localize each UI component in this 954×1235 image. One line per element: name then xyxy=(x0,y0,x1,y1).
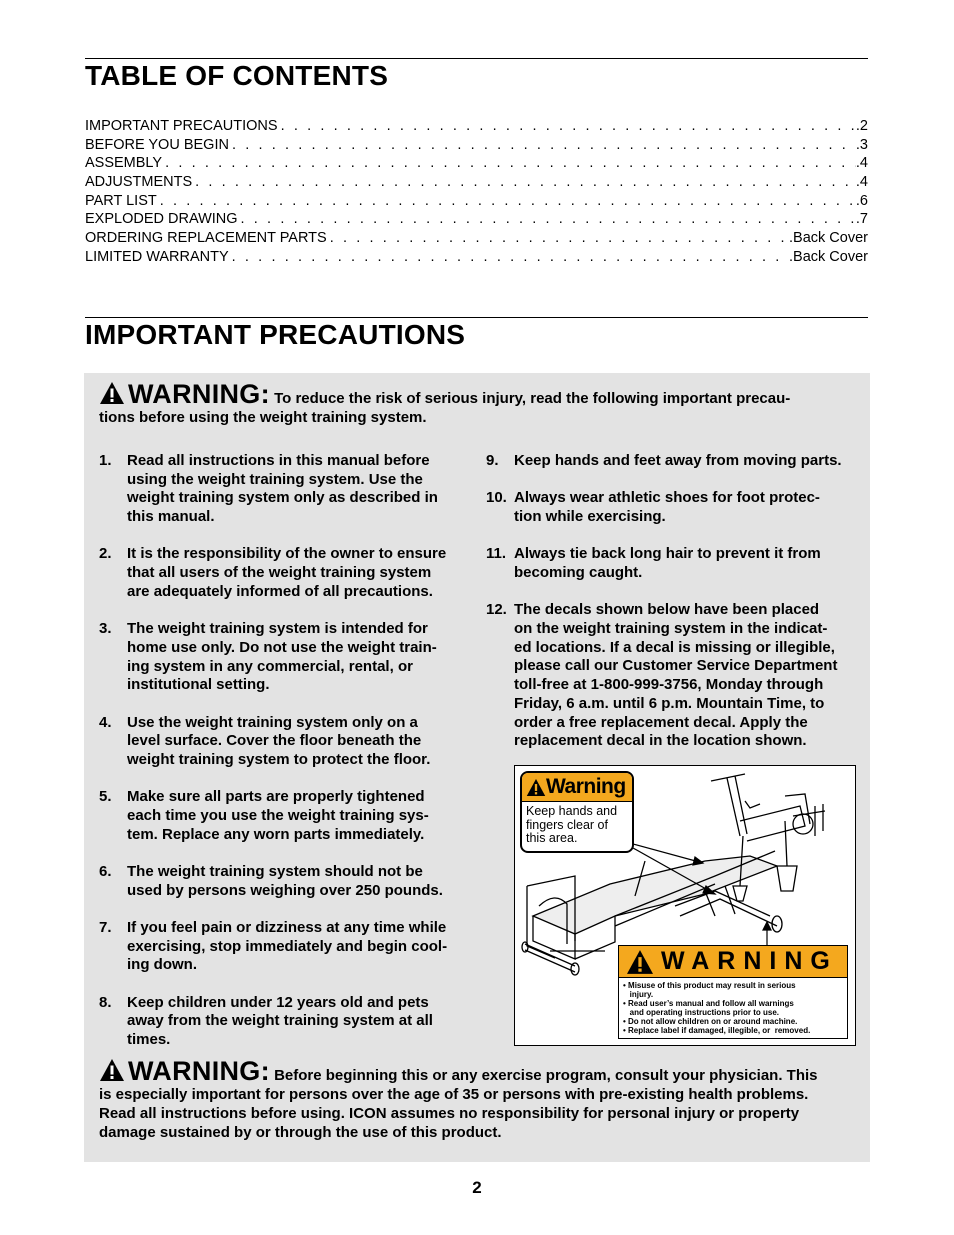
precaution-text xyxy=(514,545,861,582)
small-warning-title: Warning xyxy=(546,775,626,798)
toc-entry-label: PART LIST xyxy=(85,192,157,209)
precaution-line: replacement decal in the location shown. xyxy=(514,732,807,750)
precaution-text xyxy=(127,452,469,527)
large-warning-title: WARNING xyxy=(661,947,838,975)
precaution-number: 12. xyxy=(486,601,507,619)
large-warning-line: • Replace label if damaged, illegible, or removed. xyxy=(623,1026,811,1035)
precaution-line: Always tie back long hair to prevent it from xyxy=(514,545,821,563)
precaution-line: The weight training system is intended for xyxy=(127,620,428,638)
precaution-number: 8. xyxy=(99,993,112,1011)
precaution-item xyxy=(99,788,469,844)
warning-word: WARNING: xyxy=(128,379,270,409)
toc-entry-label: IMPORTANT PRECAUTIONS xyxy=(85,118,278,134)
precaution-line: exercising, stop immediately and begin cool- xyxy=(127,937,448,955)
precaution-line: Friday, 6 a.m. until 6 p.m. Mountain Time, to xyxy=(514,694,825,712)
toc-entry-page: .Back Cover xyxy=(789,230,868,247)
precaution-item xyxy=(99,714,469,770)
precaution-line: weight training system to protect the floor. xyxy=(127,750,431,768)
precaution-number: 2. xyxy=(99,545,112,563)
precautions-rule xyxy=(85,317,868,318)
warning-triangle-icon xyxy=(526,778,546,797)
precaution-line: this manual. xyxy=(127,508,215,526)
precaution-line: using the weight training system. Use the xyxy=(127,470,423,488)
large-warning-line: • Read user’s manual and follow all warnings xyxy=(623,999,794,1008)
toc-entry-page: .7 xyxy=(855,211,868,228)
precaution-item xyxy=(486,452,861,471)
precaution-line: each time you use the weight training sys- xyxy=(127,806,429,824)
precaution-line: ing system in any commercial, rental, or xyxy=(127,657,413,675)
precaution-text xyxy=(127,620,469,695)
toc-entry-label: ASSEMBLY xyxy=(85,155,163,172)
toc-entry xyxy=(85,174,868,193)
toc-entry xyxy=(85,137,868,156)
precaution-line: weight training system only as described in xyxy=(127,489,438,507)
precaution-number: 7. xyxy=(99,918,112,936)
precaution-line: The decals shown below have been placed xyxy=(514,601,820,619)
precaution-line: It is the responsibility of the owner to ensure xyxy=(127,545,447,563)
precautions-right-column xyxy=(486,452,861,770)
precaution-line: order a free replacement decal. Apply the xyxy=(514,713,808,731)
bottom-warning xyxy=(99,1058,859,1142)
precaution-text xyxy=(127,994,469,1050)
precaution-line: Keep hands and feet away from moving parts. xyxy=(514,452,842,469)
precaution-number: 3. xyxy=(99,620,112,638)
precaution-line: Read all instructions in this manual before xyxy=(127,452,430,469)
precaution-line: Keep children under 12 years old and pets xyxy=(127,993,429,1011)
precaution-text xyxy=(127,788,469,844)
toc-leader-dots xyxy=(157,193,856,209)
toc-leader-dots xyxy=(238,211,856,227)
precaution-item xyxy=(99,863,469,900)
toc-entry-label: EXPLODED DRAWING xyxy=(85,211,238,228)
large-warning-list xyxy=(619,978,847,1035)
page-number: 2 xyxy=(472,1178,482,1197)
toc-title: TABLE OF CONTENTS xyxy=(85,60,389,91)
warning-triangle-icon xyxy=(99,381,125,405)
precaution-line: used by persons weighing over 250 pounds. xyxy=(127,881,443,899)
precaution-text xyxy=(514,452,861,471)
small-warning-line: fingers clear of xyxy=(526,817,608,832)
toc-entry xyxy=(85,249,868,268)
precaution-text xyxy=(514,489,861,526)
large-warning-line: injury. xyxy=(623,990,654,999)
large-warning-decal xyxy=(618,945,848,1039)
precaution-line: home use only. Do not use the weight train- xyxy=(127,638,437,656)
bottom-warning-line: Read all instructions before using. ICON assumes no responsibility for personal injury or property xyxy=(99,1105,800,1122)
precaution-line: institutional setting. xyxy=(127,676,270,694)
precautions-title: IMPORTANT PRECAUTIONS xyxy=(85,319,466,350)
precaution-item xyxy=(99,994,469,1050)
bottom-warning-line: damage sustained by or through the use of this product. xyxy=(99,1124,502,1141)
warning-triangle-icon xyxy=(625,949,655,975)
large-warning-line: • Do not allow children on or around machine. xyxy=(623,1017,798,1026)
large-warning-header xyxy=(619,946,847,978)
toc-entry-page: .2 xyxy=(855,118,868,134)
precaution-line: times. xyxy=(127,1031,171,1049)
toc-entry-page: .4 xyxy=(855,174,868,191)
precaution-number: 10. xyxy=(486,489,507,507)
small-warning-line: Keep hands and xyxy=(526,804,618,818)
precaution-line: that all users of the weight training system xyxy=(127,564,432,582)
toc-entry-page: .4 xyxy=(855,155,868,172)
toc-entry-page: .3 xyxy=(855,136,868,153)
precaution-item xyxy=(99,620,469,695)
precaution-text xyxy=(127,545,469,601)
precaution-number: 9. xyxy=(486,452,499,469)
toc-leader-dots xyxy=(162,155,856,171)
large-warning-line: and operating instructions prior to use. xyxy=(623,1008,780,1017)
toc-entry xyxy=(85,118,868,137)
toc-leader-dots xyxy=(278,118,856,134)
precaution-line: ing down. xyxy=(127,956,197,974)
large-warning-line: • Misuse of this product may result in serious xyxy=(623,981,796,990)
precaution-line: Make sure all parts are properly tightened xyxy=(127,788,425,806)
precaution-line: on the weight training system in the indicat- xyxy=(514,620,828,637)
precaution-line: away from the weight training system at all xyxy=(127,1012,433,1030)
precaution-line: The weight training system should not be xyxy=(127,862,423,880)
precaution-text xyxy=(127,919,469,975)
precaution-item xyxy=(486,545,861,582)
toc-entry-label: ADJUSTMENTS xyxy=(85,174,193,191)
small-warning-text xyxy=(522,802,632,846)
precaution-text xyxy=(127,863,469,900)
precaution-text xyxy=(514,601,861,751)
warning-intro-line2: tions before using the weight training system. xyxy=(99,409,427,426)
precaution-line: Use the weight training system only on a xyxy=(127,713,418,731)
precaution-number: 6. xyxy=(99,862,112,880)
toc-leader-dots xyxy=(327,230,789,246)
small-warning-header xyxy=(522,773,632,802)
precaution-item xyxy=(99,452,469,527)
warning-triangle-icon xyxy=(99,1058,125,1082)
precaution-item xyxy=(99,919,469,975)
toc-leader-dots xyxy=(229,137,856,153)
toc-entry-page: .6 xyxy=(855,192,868,209)
toc-entry-page: .Back Cover xyxy=(789,248,868,265)
small-warning-line: this area. xyxy=(526,831,578,845)
toc-entry-label: LIMITED WARRANTY xyxy=(85,248,229,265)
precaution-line: Always wear athletic shoes for foot protec- xyxy=(514,489,820,507)
precaution-number: 4. xyxy=(99,713,112,731)
small-warning-decal xyxy=(520,771,634,853)
toc-entry xyxy=(85,155,868,174)
precaution-line: toll-free at 1-800-999-3756, Monday through xyxy=(514,676,824,694)
toc-entry xyxy=(85,193,868,212)
top-rule xyxy=(85,58,868,59)
precaution-line: becoming caught. xyxy=(514,564,643,581)
precaution-number: 11. xyxy=(486,545,507,563)
precaution-line: ed locations. If a decal is missing or illegible, xyxy=(514,638,835,656)
warning-intro xyxy=(99,381,859,427)
precaution-line: please call our Customer Service Department xyxy=(514,657,838,675)
warning-intro-text: To reduce the risk of serious injury, read the following important precau- xyxy=(274,390,791,407)
toc-leader-dots xyxy=(192,174,856,190)
precaution-line: are adequately informed of all precautions. xyxy=(127,582,433,600)
precaution-number: 1. xyxy=(99,452,112,469)
precaution-line: tion while exercising. xyxy=(514,508,666,525)
precaution-item xyxy=(99,545,469,601)
precaution-line: If you feel pain or dizziness at any time while xyxy=(127,918,447,936)
bottom-warning-line: is especially important for persons over the age of 35 or persons with pre-existing health problems. xyxy=(99,1086,809,1103)
toc-list xyxy=(85,118,868,268)
precautions-left-column xyxy=(99,452,469,1068)
precaution-item xyxy=(486,601,861,751)
bottom-warning-text: Before beginning this or any exercise program, consult your physician. This xyxy=(274,1067,818,1084)
toc-leader-dots xyxy=(229,249,789,265)
precaution-line: level surface. Cover the floor beneath the xyxy=(127,732,422,750)
toc-entry-label: ORDERING REPLACEMENT PARTS xyxy=(85,230,327,247)
toc-entry xyxy=(85,211,868,230)
precaution-text xyxy=(127,714,469,770)
toc-entry xyxy=(85,230,868,249)
precaution-line: tem. Replace any worn parts immediately. xyxy=(127,825,425,843)
toc-entry-label: BEFORE YOU BEGIN xyxy=(85,136,229,153)
warning-word: WARNING: xyxy=(128,1056,270,1086)
precaution-number: 5. xyxy=(99,788,112,806)
precaution-item xyxy=(486,489,861,526)
